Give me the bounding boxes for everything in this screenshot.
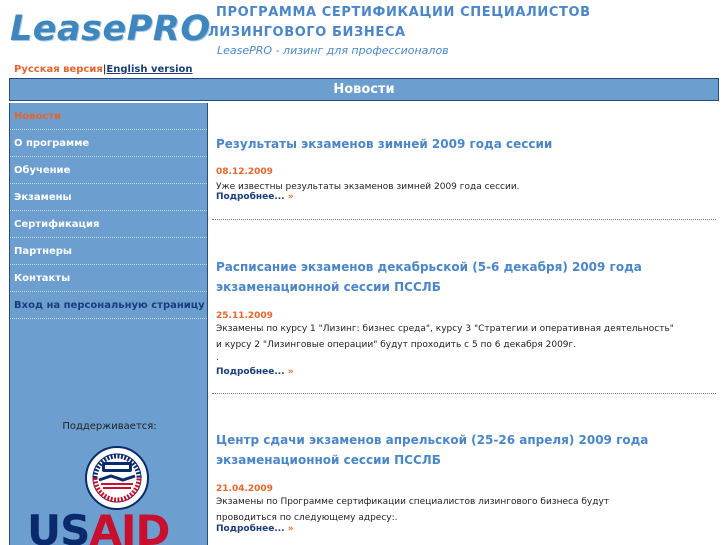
lang-separator: |	[102, 64, 107, 75]
sidebar-item-partners[interactable]: Партнеры	[10, 238, 207, 265]
news-text-line1: Экзамены по курсу 1 "Лизинг: бизнес среда", курсу 3 "Стратегии и оперативная деятельность"	[216, 324, 674, 334]
program-subtitle: LeasePRO - лизинг для профессионалов	[217, 44, 449, 57]
news-text-line3: .	[216, 353, 219, 363]
news-item	[216, 134, 716, 154]
read-more-link[interactable]	[216, 524, 716, 534]
news-text: Уже известны результаты экзаменов зимней 2009 года сессии.	[216, 182, 520, 192]
news-divider	[212, 219, 716, 220]
read-more-arrow-icon: »	[287, 367, 294, 377]
program-title	[208, 3, 591, 43]
usaid-wordmark-logo[interactable]: USAID	[27, 506, 170, 545]
read-more-label: Подробнее...	[216, 524, 285, 534]
news-title-line1: Центр сдачи экзаменов апрельской (25-26 апреля) 2009 года	[216, 433, 649, 447]
news-title-link[interactable]	[216, 257, 716, 297]
language-switcher	[14, 64, 193, 75]
read-more-label: Подробнее...	[216, 192, 285, 202]
news-date: 25.11.2009	[216, 311, 273, 321]
news-title-line2: экзаменационной сессии ПССЛБ	[216, 453, 441, 467]
sidebar-item-about[interactable]: О программе	[10, 130, 207, 157]
news-text-line1: Экзамены по Программе сертификации специалистов лизингового бизнеса будут	[216, 497, 610, 507]
news-meta	[216, 167, 716, 202]
news-meta	[216, 311, 716, 377]
sidebar-item-training[interactable]: Обучение	[10, 157, 207, 184]
news-date: 21.04.2009	[216, 484, 273, 494]
section-title-bar: Новости	[9, 78, 719, 101]
sidebar-item-news[interactable]: Новости	[10, 103, 207, 130]
lang-russian-link[interactable]: Русская версия	[14, 64, 103, 75]
sidebar-item-certification[interactable]: Сертификация	[10, 211, 207, 238]
news-text-line2: проводиться по следующему адресу:.	[216, 513, 398, 523]
program-title-line1: ПРОГРАММА СЕРТИФИКАЦИИ СПЕЦИАЛИСТОВ	[216, 5, 591, 20]
news-text-line2: и курсу 2 "Лизинговые операции" будут проходить с 5 по 6 декабря 2009г.	[216, 340, 577, 350]
news-divider	[212, 393, 716, 394]
program-title-line2: ЛИЗИНГОВОГО БИЗНЕСА	[208, 25, 406, 40]
sidebar-item-personal-login[interactable]: Вход на персональную страницу	[10, 292, 207, 319]
read-more-arrow-icon: »	[287, 524, 294, 534]
news-item	[216, 257, 716, 297]
news-title-link[interactable]	[216, 430, 716, 470]
sidebar-item-contacts[interactable]: Контакты	[10, 265, 207, 292]
supported-by-label: Поддерживается:	[62, 421, 157, 432]
news-title-link[interactable]: Результаты экзаменов зимней 2009 года сессии	[216, 137, 553, 151]
news-title-line2: экзаменационной сессии ПССЛБ	[216, 280, 441, 294]
sidebar-item-exams[interactable]: Экзамены	[10, 184, 207, 211]
read-more-link[interactable]	[216, 367, 716, 377]
news-item	[216, 430, 716, 470]
news-meta	[216, 484, 716, 534]
read-more-label: Подробнее...	[216, 367, 285, 377]
read-more-arrow-icon: »	[287, 192, 294, 202]
leasepro-logo[interactable]: LeasePRO	[10, 9, 211, 49]
lang-english-link[interactable]: English version	[106, 64, 193, 75]
news-title-line1: Расписание экзаменов декабрьской (5-6 декабря) 2009 года	[216, 260, 642, 274]
usaid-seal-icon[interactable]	[85, 446, 149, 510]
sidebar	[9, 103, 208, 545]
news-date: 08.12.2009	[216, 167, 273, 177]
